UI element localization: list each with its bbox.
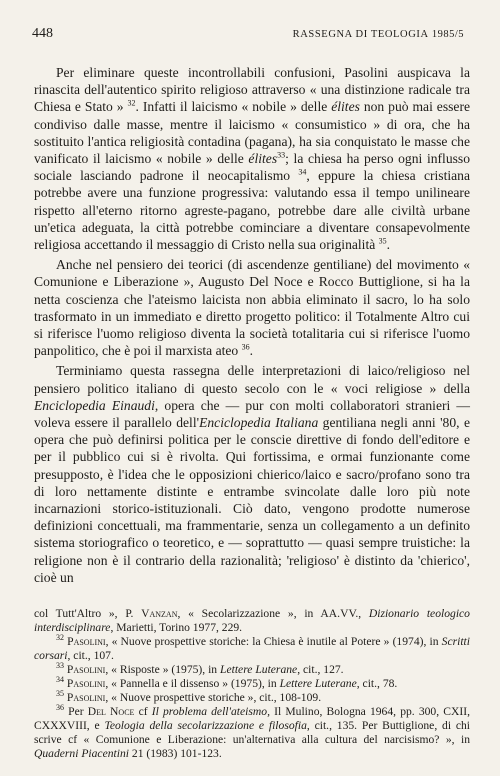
footnote-32: $^{32}$ Pasolini, « Nuove prospettive storiche: la Chiesa è inutile al Potere » (1974), in Scritti corsari, cit., 107. — [34, 633, 470, 662]
paragraph-2: Anche nel pensiero dei teorici (di ascendenze gentiliane) del movimento « Comunione e Liberazione », Augusto Del Noce e Rocco Buttiglione, si ha la netta coscienza che l'ateismo laicista non abbia eliminato il sacro, lo ha solo trasformato in un immediato e diretto progetto politico: il Totalmente Altro cui si riferisce l'uomo religioso diventa la società totalitaria cui si riferisce l'uomo panpolitico, che è poi il marxista ateo $^{36}$. — [34, 257, 470, 359]
footnotes — [34, 607, 470, 761]
footnote-ref-34: 34 — [298, 167, 307, 177]
paragraph-1: Per eliminare queste incontrollabili confusioni, Pasolini auspicava la rinascita dell'autentico spirito religioso attraverso « una distinzione radicale tra Chiesa e Stato » $^{32}$. Infatti il laicismo « nobile » delle élites non può mai essere condiviso dalle masse, mentre il laicismo « consumistico » di ora, che ha sostituito l'antica religiosità contadina (pagana), ha sia conquistato le masse che vanificato il laicismo « nobile » delle élites$^{33}$; la chiesa ha perso ogni influsso sociale lasciando padrone il neocapitalismo $^{34}$, eppure la chiesa cristiana potrebbe avere una funzione progressiva: valutando essa il tempo unilineare rispetto all'eterno ritorno agreste-pagano, potrebbe dare alle civiltà urbane un'etica adeguata, la città potrebbe cominciare a diventare consapevolmente religiosa accettando il messaggio di Cristo nella sua originalità $^{35}$. — [34, 65, 471, 253]
page-number: 448 — [32, 26, 53, 41]
footnote-35: $^{35}$ Pasolini, « Nuove prospettive storiche », cit., 108-109. — [56, 689, 322, 704]
footnote-36: $^{36}$ Per Del Noce cf Il problema dell'ateismo, Il Mulino, Bologna 1964, pp. 300, CXII, CXXXVIII, e Teologia della secolarizzazione e filosofia, cit., 135. Per Buttiglione, di chi scrive cf « Comunione e Liberazione: un'alternativa alla cultura del narcisismo? », in Quaderni Piacentini 21 (1983) 101-123. — [34, 703, 471, 760]
running-header — [32, 26, 464, 42]
paragraph-3: Terminiamo questa rassegna delle interpretazioni di laico/religioso nel pensiero politico italiano di questo secolo con le « voci religiose » della Enciclopedia Einaudi, opera che — pur con molti collaboratori stranieri — voleva essere il parallelo dell'Enciclopedia Italiana gentiliana negli anni '80, e opera che può definirsi politica per le conscie direttive di fondo dell'editore e per il pubblico cui si è rivolta. Qui fortissima, e ormai funzionante come presupposto, è l'idea che le opposizioni chierico/laico e sacro/profano sono tra di loro nettamente distinte e entrambe svincolate dalle loro più note incarnazioni storico-istituzionali. Ciò dato, vengono prodotte numerose definizioni concettuali, ma frammentarie, senza un collegamento a un definito sistema storiografico o teoretico, e — soprattutto — quasi sempre truistiche: la religione non è il contrario della razionalità; 'religioso' è distinto da 'chierico', cioè un — [34, 363, 470, 585]
footnote-ref-32: 32 — [127, 98, 136, 108]
footnote-ref-33: 33 — [277, 150, 286, 160]
footnote-continuation: col Tutt'Altro », P. Vanzan, « Secolarizzazione », in AA.VV., Dizionario teologico interdisciplinare, Marietti, Torino 1977, 229. — [34, 607, 470, 634]
footnote-34: $^{34}$ Pasolini, « Pannella e il dissenso » (1975), in Lettere Luterane, cit., 78. — [56, 675, 398, 690]
footnote-ref-36: 36 — [241, 342, 250, 352]
footnote-33: $^{33}$ Pasolini, « Risposte » (1975), in Lettere Luterane, cit., 127. — [56, 661, 344, 676]
main-text — [34, 64, 470, 589]
footnote-ref-35: 35 — [378, 236, 387, 246]
journal-title: RASSEGNA DI TEOLOGIA 1985/5 — [292, 29, 464, 40]
